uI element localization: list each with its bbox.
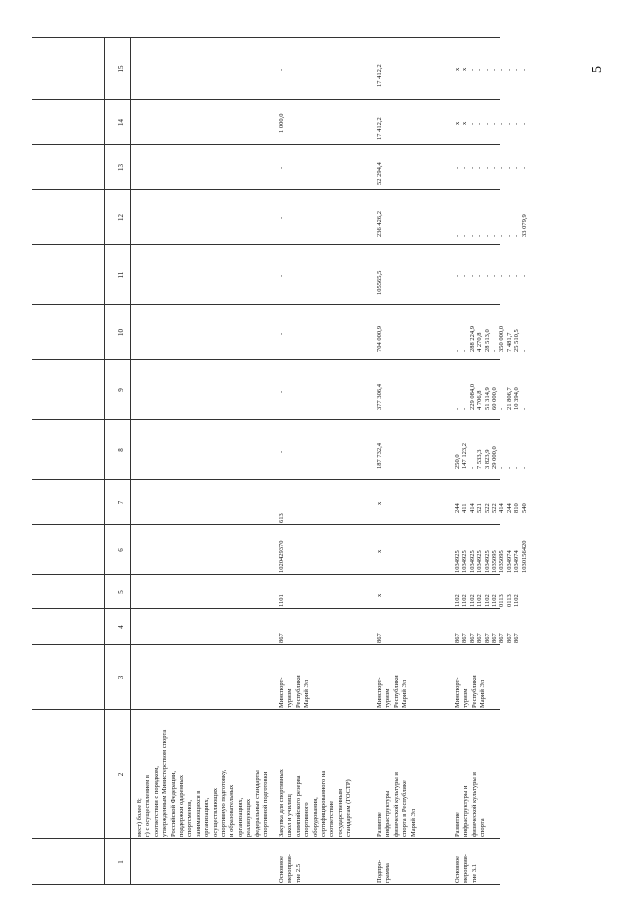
col-header-11: 11 bbox=[117, 271, 125, 279]
row3-col3: Минспорт- туризм Республики Марий Эл bbox=[454, 675, 487, 708]
row2-col6: x bbox=[376, 549, 383, 553]
col-header-5: 5 bbox=[117, 590, 125, 594]
row2-col8: 187 732,4 bbox=[376, 443, 383, 469]
row3-col2: Развитие инфраструктуры и физической культуры и спорта bbox=[454, 772, 487, 837]
col-sep bbox=[32, 189, 500, 190]
table-header-border bbox=[130, 38, 131, 885]
row1-col1: Основное мероприя- тие 2.5 bbox=[278, 854, 302, 883]
row1-col5: 1101 bbox=[278, 594, 285, 607]
row1-col3: Минспорт- туризм Республики Марий Эл bbox=[278, 675, 311, 708]
col-header-10: 10 bbox=[117, 329, 125, 336]
col-header-14: 14 bbox=[117, 119, 125, 126]
row2-col10: 704 000,9 bbox=[376, 326, 383, 352]
col-sep bbox=[32, 884, 500, 885]
row3-col1: Основное мероприя- тие 3.1 bbox=[454, 854, 478, 883]
row3-col14: x x - - - - - - - - bbox=[454, 121, 528, 125]
col-header-9: 9 bbox=[117, 388, 125, 392]
col-header-13: 13 bbox=[117, 164, 125, 171]
row1-col2: Закупка для спортивных школ и училищ олимпийского резерва спортивного оборудования, сертифицированного на соответствие государственным стандартам (ГОСТР) bbox=[278, 769, 353, 837]
row1-col4: 867 bbox=[278, 633, 285, 643]
col-header-8: 8 bbox=[117, 448, 125, 452]
col-header-6: 6 bbox=[117, 548, 125, 552]
col-sep bbox=[32, 244, 500, 245]
row2-col15: 17 412,2 bbox=[376, 64, 383, 87]
row3-col4: 867 867 867 867 867 867 867 867 867 bbox=[454, 633, 521, 643]
row1-col8: - bbox=[278, 450, 285, 453]
row1-col7: 613 bbox=[278, 513, 285, 523]
col-header-2: 2 bbox=[117, 772, 125, 777]
col-sep bbox=[32, 574, 500, 575]
col-sep bbox=[32, 709, 500, 710]
row2-col9: 377 306,4 bbox=[376, 384, 383, 410]
row3-col13: - - - - - - - - - - bbox=[454, 166, 528, 169]
row2-col3: Минспорт- туризм Республики Марий Эл bbox=[376, 675, 409, 708]
row3-col8: 250,0 147 123,2 - 7 533,3 3 823,9 29 000,0 - - - - bbox=[454, 443, 528, 469]
row3-col7: 244 411 414 521 522 522 414 244 810 540 bbox=[454, 503, 528, 513]
col-sep bbox=[32, 419, 500, 420]
page-number: 5 bbox=[590, 66, 605, 73]
row1-col10: - bbox=[278, 332, 285, 335]
col-sep bbox=[32, 644, 500, 645]
col-header-1: 1 bbox=[117, 860, 125, 864]
row3-col9: - - 229 084,0 4 706,8 51 314,9 60 000,0 - 21 806,7 10 394,0 - bbox=[454, 384, 528, 410]
col-sep bbox=[32, 479, 500, 480]
col-sep bbox=[32, 838, 500, 839]
row2-col2: Развитие инфраструктуры физической культуры и спорта в Республике Марий Эл bbox=[376, 772, 417, 837]
col-sep bbox=[32, 144, 500, 145]
row1-col13: - bbox=[278, 166, 285, 169]
col-sep bbox=[32, 99, 500, 100]
col-header-7: 7 bbox=[117, 500, 125, 505]
row3-col10: - - 288 224,9 4 270,8 28 513,0 - 350 000,0 7 481,7 25 510,5 - bbox=[454, 326, 528, 352]
col-sep bbox=[32, 37, 500, 38]
col-sep bbox=[32, 359, 500, 360]
row2-col1: Подпро- грамма bbox=[376, 859, 392, 883]
col-header-15: 15 bbox=[117, 65, 125, 73]
row2-col12: 236 426,2 bbox=[376, 211, 383, 237]
col-header-12: 12 bbox=[117, 214, 125, 221]
row3-col6: 1034925 1034925 1034925 1034925 1034925 1035095 1035095 1034974 1034974 1030156420 bbox=[454, 540, 528, 573]
col-sep bbox=[32, 524, 500, 525]
row1-col9: - bbox=[278, 390, 285, 393]
col-sep bbox=[32, 608, 500, 609]
row1-col15: - bbox=[278, 68, 285, 71]
col-sep bbox=[32, 304, 500, 305]
row2-col14: 17 412,2 bbox=[376, 117, 383, 140]
row1-col11: - bbox=[278, 274, 285, 277]
col-header-4: 4 bbox=[117, 625, 125, 629]
row2-col4: 867 bbox=[376, 633, 383, 643]
row0-col2: мест) более 8; г) с осуществлением в соответствии с порядком, утвержденным Министерством спорта Российской Федерации, поддержки одаренных спортсменов, занимающихся в организациях, осуществляющих спортивную подготовку, и образовательных организациях, реализующих федеральные стандарты спортивной подготовки bbox=[136, 729, 270, 837]
row2-col13: 52 294,4 bbox=[376, 162, 383, 185]
row1-col6: 1020429370 bbox=[278, 540, 285, 573]
table-border-top bbox=[104, 38, 105, 885]
row3-col12: - - - - - - - - - 33 079,9 bbox=[454, 214, 528, 237]
row1-col12: - bbox=[278, 216, 285, 219]
col-header-3: 3 bbox=[117, 675, 125, 680]
row2-col5: x bbox=[376, 593, 383, 597]
row3-col11: - - - - - - - - - - bbox=[454, 274, 528, 277]
row3-col5: 1102 1102 1102 1102 1102 1102 0113 0113 1102 bbox=[454, 594, 521, 607]
row2-col7: x bbox=[376, 501, 383, 505]
row1-col14: 1 000,0 bbox=[278, 113, 285, 133]
row3-col15: x x - - - - - - - - bbox=[454, 67, 528, 71]
row2-col11: 105565,5 bbox=[376, 270, 383, 295]
